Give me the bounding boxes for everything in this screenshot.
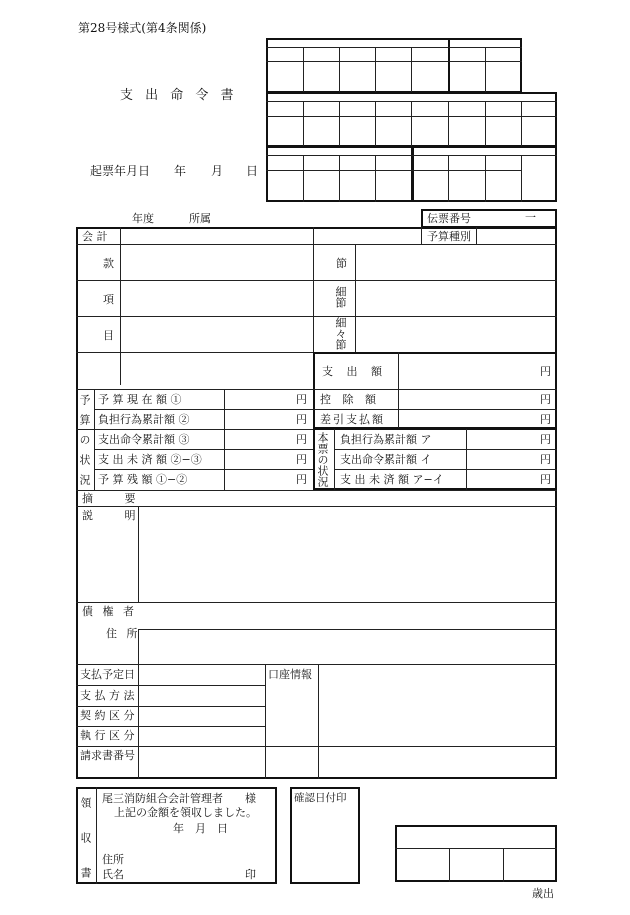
execution-type-label: 執 行 区 分: [80, 729, 135, 742]
yen-b4: 円: [296, 453, 307, 466]
department-label: 所属: [189, 212, 211, 225]
yen-1: 円: [540, 365, 551, 378]
receipt-seal: 印: [245, 868, 256, 881]
address-label: 住 所: [106, 627, 141, 640]
budget-row-4: 支 出 未 済 額 ②−③: [98, 453, 202, 466]
draft-date-label: 起票年月日: [90, 164, 151, 178]
saisetsu-label: 細節: [334, 286, 347, 308]
yen-3: 円: [540, 413, 551, 426]
voucher-row-3: 支 出 未 済 額 ア−イ: [340, 473, 444, 486]
summary-label: 摘 要: [82, 492, 150, 505]
setsu-label: 節: [336, 257, 347, 270]
yen-v3: 円: [540, 473, 551, 486]
voucher-row-2: 支出命令累計額 イ: [340, 453, 432, 466]
budget-type-label: 予算種別: [427, 230, 471, 243]
yen-2: 円: [540, 393, 551, 406]
bottom-right-grid: [395, 825, 557, 882]
confirm-seal-label: 確認日付印: [294, 792, 347, 804]
yen-v1: 円: [540, 433, 551, 446]
saisaisetsu-label: 細々節: [334, 317, 347, 350]
receipt-side: 領収書: [79, 797, 92, 902]
receipt-address: 住所: [102, 853, 124, 866]
yen-b5: 円: [296, 473, 307, 486]
budget-row-1: 予 算 現 在 額 ①: [98, 393, 182, 406]
budget-row-5: 予 算 残 額 ①−②: [98, 473, 188, 486]
net-payment-label: 差引支払額: [320, 413, 385, 426]
voucher-status-side: 本票の状況: [316, 432, 329, 487]
description-label: 説 明: [82, 509, 150, 522]
receipt-line-2: 上記の金額を領収しました。: [114, 806, 257, 819]
moku-label: 目: [103, 329, 114, 342]
form-number: 第28号様式(第4条関係): [78, 21, 207, 35]
kou-label: 項: [103, 293, 114, 306]
invoice-number-label: 請求書番号: [80, 749, 135, 762]
deduction-label: 控 除 額: [320, 393, 380, 406]
creditor-label: 債 権 者: [82, 605, 137, 618]
budget-status-side: 予算の状況: [78, 394, 91, 494]
page-title: 支 出 命 令 書: [120, 88, 238, 103]
budget-row-3: 支出命令累計額 ③: [98, 433, 190, 446]
yen-b2: 円: [296, 413, 307, 426]
voucher-number-dash: 一: [525, 211, 536, 224]
draft-date-day: 日: [246, 164, 259, 178]
yen-v2: 円: [540, 453, 551, 466]
expenditure-label: 歳出: [532, 887, 554, 900]
payment-amount-label: 支 出 額: [322, 365, 387, 378]
payment-method-label: 支 払 方 法: [80, 689, 135, 702]
receipt-line-1: 尾三消防組合会計管理者 様: [102, 792, 256, 805]
voucher-row-1: 負担行為累計額 ア: [340, 433, 432, 446]
yen-b1: 円: [296, 393, 307, 406]
draft-date-year: 年: [174, 164, 187, 178]
payment-date-label: 支払予定日: [80, 668, 135, 681]
voucher-number-label: 伝票番号: [427, 212, 471, 225]
receipt-name: 氏名: [102, 868, 124, 881]
budget-row-2: 負担行為累計額 ②: [98, 413, 190, 426]
receipt-line-3: 年 月 日: [173, 822, 228, 835]
kan-label: 款: [103, 257, 114, 270]
account-label: 会 計: [82, 230, 108, 243]
fiscal-year-label: 年度: [132, 212, 154, 225]
yen-b3: 円: [296, 433, 307, 446]
contract-type-label: 契 約 区 分: [80, 709, 135, 722]
bank-info-label: 口座情報: [268, 668, 312, 681]
draft-date-month: 月: [211, 164, 224, 178]
